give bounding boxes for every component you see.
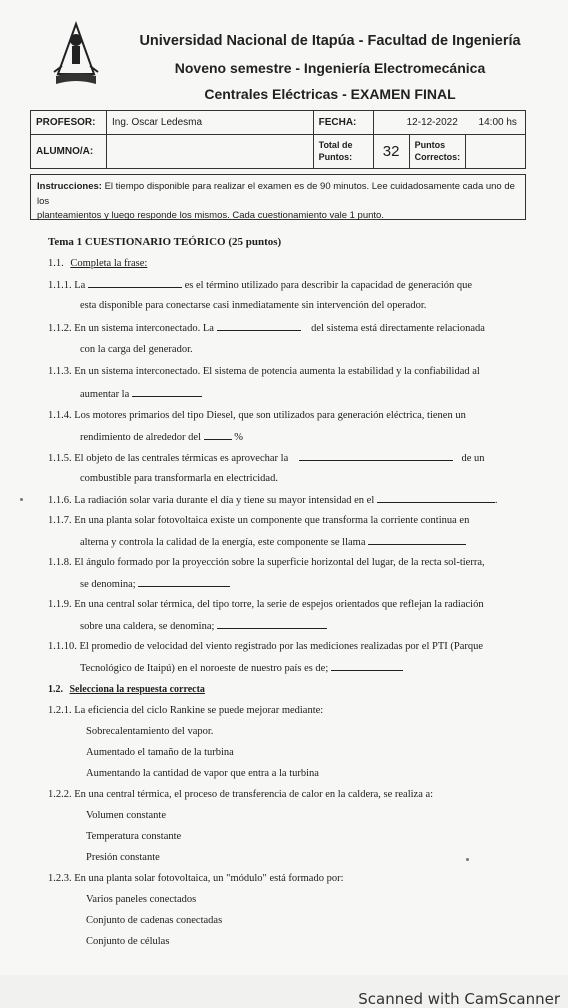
section-1-1 [48,258,147,269]
q111-text-b: es el término utilizado para describir la capacidad de generación que [184,280,473,291]
q114-line2 [80,431,243,443]
scan-speck [466,858,469,861]
q123-option-2[interactable]: Conjunto de cadenas conectadas [86,915,223,926]
q115-line1 [48,452,485,464]
q115-text-b: de un [461,453,485,464]
section-1-2-num: 1.2. [48,684,63,695]
hora-value: 14:00 hs [478,117,517,128]
q121-option-2[interactable]: Aumentado el tamaño de la turbina [86,747,234,758]
q118-line2 [80,578,230,590]
q111-line2: esta disponible para conectarse casi inmediatamente sin intervención del operador. [80,300,427,311]
q117-blank[interactable] [368,536,466,545]
q118-line1: 1.1.8. El ángulo formado por la proyección sobre la superficie horizontal del lugar, de la recta sol-tierra, [48,557,485,568]
q1110-line2 [80,662,403,674]
q119-line2 [80,620,327,632]
q114-text-c: % [234,432,243,443]
q113-blank[interactable] [132,388,202,397]
q115-blank[interactable] [299,452,453,461]
fecha-value: 12-12-2022 [406,117,458,128]
profesor-label: PROFESOR: [31,111,107,135]
instructions-box [30,174,526,220]
q122-option-1[interactable]: Volumen constante [86,810,167,821]
q111-text-a: 1.1.1. La [48,280,86,291]
scan-speck [20,498,23,501]
section-1-2 [48,684,205,695]
q123: 1.2.3. En una planta solar fotovoltaica, un "módulo" está formado por: [48,873,344,884]
university-logo [52,20,100,92]
q116-blank[interactable] [377,494,495,503]
q123-option-1[interactable]: Varios paneles conectados [86,894,197,905]
q117-line1: 1.1.7. En una planta solar fotovoltaica existe un componente que transforma la corriente continua en [48,515,470,526]
q121-option-1[interactable]: Sobrecalentamiento del vapor. [86,726,214,737]
exam-title: Centrales Eléctricas - EXAMEN FINAL [204,86,456,102]
q115-line2: combustible para transformarla en electricidad. [80,473,278,484]
alumno-label: ALUMNO/A: [31,135,107,169]
q123-option-3[interactable]: Conjunto de células [86,936,170,947]
q122-option-3[interactable]: Presión constante [86,852,160,863]
q117-text-b: alterna y controla la calidad de la energía, este componente se llama [80,537,366,548]
scanner-watermark: Scanned with CamScanner [358,990,560,1008]
exam-info-table [30,110,526,169]
profesor-value: Ing. Oscar Ledesma [107,111,314,135]
section-1-1-title: Completa la frase: [70,258,148,269]
q111-line1 [48,279,472,291]
q114-text-b: rendimiento de alrededor del [80,432,201,443]
q113-line2 [80,388,202,400]
q118-text-b: se denomina; [80,579,136,590]
q112-blank[interactable] [217,322,301,331]
q1110-blank[interactable] [331,662,403,671]
semester-title: Noveno semestre - Ingeniería Electromecánica [174,60,486,76]
q112-line1 [48,322,485,334]
q115-text-a: 1.1.5. El objeto de las centrales térmicas es aprovechar la [48,453,289,464]
q116-text-b: . [494,495,498,506]
fecha-cell [373,111,525,135]
q114-blank[interactable] [204,431,232,440]
q1110-line1: 1.1.10. El promedio de velocidad del viento registrado por las mediciones realizadas por el PTI (Parque [48,641,484,652]
section-1-2-title: Selecciona la respuesta correcta [69,684,205,695]
total-label-line2: Puntos: [318,151,353,162]
q119-text-b: sobre una caldera, se denomina; [80,621,215,632]
q114-line1: 1.1.4. Los motores primarios del tipo Diesel, que son utilizados para generación eléctrica, tienen un [48,410,466,421]
q121-option-3[interactable]: Aumentando la cantidad de vapor que entra a la turbina [86,768,319,779]
q116-line [48,494,498,506]
q122: 1.2.2. En una central térmica, el proceso de transferencia de calor en la caldera, se realiza a: [48,789,434,800]
total-value: 32 [373,135,409,169]
instructions-text-2: planteamientos y luego responde los mismos. Cada cuestionamiento vale 1 punto. [37,210,384,222]
q113-text-b: aumentar la [80,389,130,400]
q121: 1.2.1. La eficiencia del ciclo Rankine se puede mejorar mediante: [48,705,324,716]
q119-blank[interactable] [217,620,327,629]
q119-line1: 1.1.9. En una central solar térmica, del tipo torre, la serie de espejos orientados que reflejan la radiación [48,599,484,610]
q111-blank[interactable] [88,279,182,288]
total-label-line1: Total de [318,139,353,150]
q112-text-a: 1.1.2. En un sistema interconectado. La [48,323,214,334]
total-label [313,135,373,169]
q1110-text-b: Tecnológico de Itaipú) en el noroeste de nuestro país es de; [80,663,329,674]
q118-blank[interactable] [138,578,230,587]
correctos-label-line1: Puntos [414,139,446,150]
q112-line2: con la carga del generador. [80,344,193,355]
q113-line1: 1.1.3. En un sistema interconectado. El sistema de potencia aumenta la estabilidad y la confiabilidad al [48,366,480,377]
section-1-1-num: 1.1. [48,258,64,269]
alumno-field[interactable] [107,135,314,169]
correctos-label-line2: Correctos: [414,151,461,162]
fecha-label: FECHA: [313,111,373,135]
correctos-label [409,135,466,169]
q112-text-b: del sistema está directamente relacionada [311,323,485,334]
q117-line2 [80,536,466,548]
university-title: Universidad Nacional de Itapúa - Facultad de Ingeniería [139,33,521,49]
q122-option-2[interactable]: Temperatura constante [86,831,182,842]
tema-heading: Tema 1 CUESTIONARIO TEÓRICO (25 puntos) [48,236,282,248]
instructions-text-1: El tiempo disponible para realizar el examen es de 90 minutos. Lee cuidadosamente cada uno de los [37,181,515,207]
q116-text-a: 1.1.6. La radiación solar varia durante el día y tiene su mayor intensidad en el [48,495,375,506]
correctos-field[interactable] [466,135,526,169]
instructions-label: Instrucciones: [37,181,102,192]
